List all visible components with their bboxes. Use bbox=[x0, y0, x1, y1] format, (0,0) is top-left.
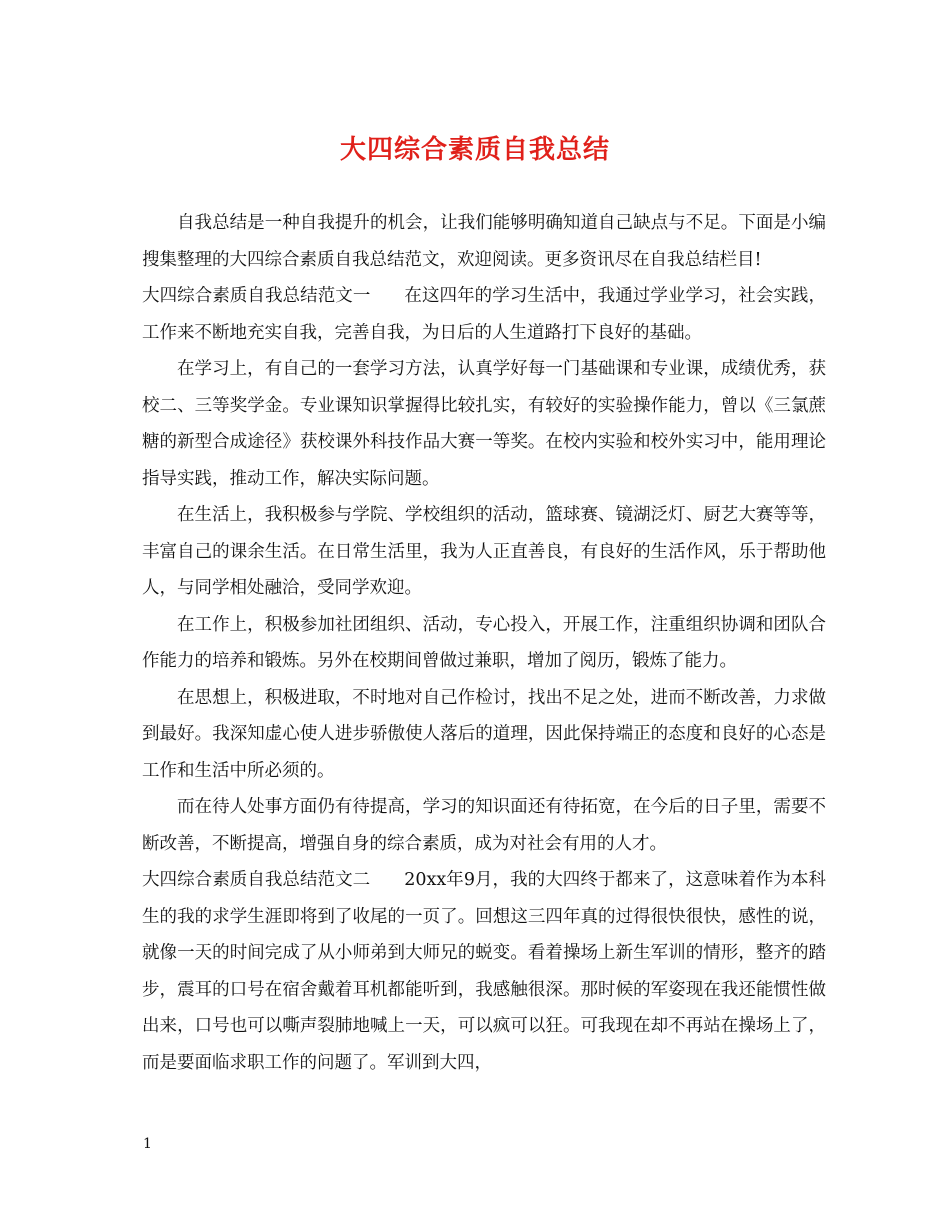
section-1-text: 在这四年的学习生活中，我通过学业学习，社会实践，工作来不断地充实自我，完善自我，为日后的人生道路打下良好的基础。 bbox=[142, 286, 827, 343]
document-title: 大四综合素质自我总结 bbox=[339, 135, 610, 165]
section-1-label: 大四综合素质自我总结范文一 bbox=[142, 286, 371, 306]
section-2-label: 大四综合素质自我总结范文二 bbox=[142, 870, 371, 890]
section-1 bbox=[142, 278, 826, 351]
intro-paragraph: 自我总结是一种自我提升的机会，让我们能够明确知道自己缺点与不足。下面是小编搜集整理的大四综合素质自我总结范文，欢迎阅读。更多资讯尽在自我总结栏目! bbox=[142, 213, 826, 270]
paragraph-improve: 而在待人处事方面仍有待提高，学习的知识面还有待拓宽，在今后的日子里，需要不断改善，不断提高，增强自身的综合素质，成为对社会有用的人才。 bbox=[142, 797, 826, 854]
paragraph-life: 在生活上，我积极参与学院、学校组织的活动，篮球赛、镜湖泛灯、厨艺大赛等等，丰富自己的课余生活。在日常生活里，我为人正直善良，有良好的生活作风，乐于帮助他人，与同学相处融洽，受同学欢迎。 bbox=[142, 505, 826, 598]
document-body bbox=[142, 205, 826, 1081]
section-2-text: 20xx年9月，我的大四终于都来了，这意味着作为本科生的我的求学生涯即将到了收尾的一页了。回想这三四年真的过得很快很快，感性的说，就像一天的时间完成了从小师弟到大师兄的蜕变。看着操场上新生军训的情形，整齐的踏步，震耳的口号在宿舍戴着耳机都能听到，我感触很深。那时候的军姿现在我还能惯性做出来，口号也可以嘶声裂肺地喊上一天，可以疯可以狂。可我现在却不再站在操场上了，而是要面临求职工作的问题了。军训到大四， bbox=[142, 870, 827, 1073]
paragraph-work: 在工作上，积极参加社团组织、活动，专心投入，开展工作，注重组织协调和团队合作能力的培养和锻炼。另外在校期间曾做过兼职，增加了阅历，锻炼了能力。 bbox=[142, 614, 826, 671]
section-2 bbox=[142, 862, 826, 1081]
page-number: 1 bbox=[143, 1136, 152, 1152]
paragraph-thought: 在思想上，积极进取，不时地对自己作检讨，找出不足之处，进而不断改善，力求做到最好。我深知虚心使人进步骄傲使人落后的道理，因此保持端正的态度和良好的心态是工作和生活中所必须的。 bbox=[142, 687, 826, 781]
paragraph-study: 在学习上，有自己的一套学习方法，认真学好每一门基础课和专业课，成绩优秀，获校二、三等奖学金。专业课知识掌握得比较扎实，有较好的实验操作能力，曾以《三氯蔗糖的新型合成途径》获校课外科技作品大赛一等奖。在校内实验和校外实习中，能用理论指导实践，推动工作，解决实际问题。 bbox=[142, 359, 826, 489]
